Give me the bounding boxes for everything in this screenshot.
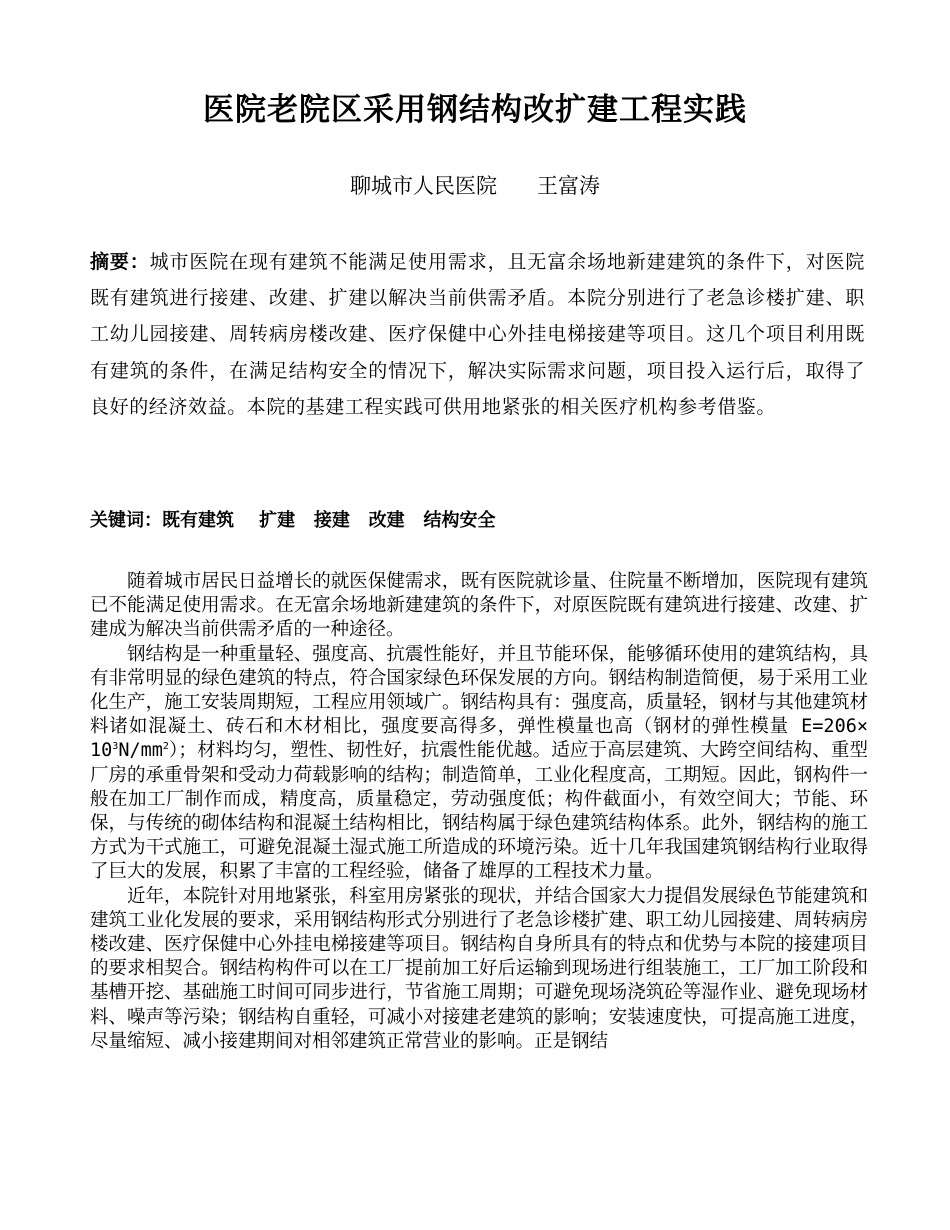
paragraph-2-unit: N/mm <box>118 740 163 762</box>
paper-title: 医院老院区采用钢结构改扩建工程实践 <box>203 92 747 128</box>
author-byline: 聊城市人民医院 王富涛 <box>349 174 601 198</box>
paragraph-3: 近年，本院针对用地紧张，科室用房紧张的现状，并结合国家大力提倡发展绿色节能建筑和建筑工业化发展的要求，采用钢结构形式分别进行了老急诊楼扩建、职工幼儿园接建、周转病房楼改建、医疗保健中心外挂电梯接建等项目。钢结构自身所具有的特点和优势与本院的接建项目的要求相契合。钢结构构件可以在工厂提前加工好后运输到现场进行组装施工，工厂加工阶段和基槽开挖、基础施工时间可同步进行，节省施工周期；可避免现场浇筑砼等湿作业、避免现场材料、噪声等污染；钢结构自重轻，可减小对接建老建筑的影响；安装速度快，可提高施工进度，尽量缩短、减小接建期间对相邻建筑正常营业的影响。正是钢结 <box>90 885 868 1052</box>
paragraph-1: 随着城市居民日益增长的就医保健需求，既有医院就诊量、住院量不断增加，医院现有建筑已不能满足使用需求。在无富余场地新建建筑的条件下，对原医院既有建筑进行接建、改建、扩建成为解决当前供需矛盾的一种途径。 <box>90 571 868 641</box>
superscript-unit: 2 <box>162 741 169 753</box>
abstract-text: 城市医院在现有建筑不能满足使用需求，且无富余场地新建建筑的条件下，对医院既有建筑进行接建、改建、扩建以解决当前供需矛盾。本院分别进行了老急诊楼扩建、职工幼儿园接建、周转病房楼改建、医疗保健中心外挂电梯接建等项目。这几个项目利用既有建筑的条件，在满足结构安全的情况下，解决实际需求问题，项目投入运行后，取得了良好的经济效益。本院的基建工程实践可供用地紧张的相关医疗机构参考借鉴。 <box>90 251 865 418</box>
abstract-label: 摘要： <box>90 251 150 273</box>
superscript-exponent: 3 <box>112 741 119 753</box>
paragraph-2 <box>90 643 868 885</box>
paragraph-2-part-2: ）；材料均匀，塑性、韧性好，抗震性能优越。适应于高层建筑、大跨空间结构、重型厂房的承重骨架和受动力荷载影响的结构；制造简单，工业化程度高，工期短。因此，钢构件一般在加工厂制作而成，精度高，质量稳定，劳动强度低；构件截面小，有效空间大；节能、环保，与传统的砌体结构和混凝土结构相比，钢结构属于绿色建筑结构体系。此外，钢结构的施工方式为干式施工，可避免混凝土湿式施工所造成的环境污染。近十几年我国建筑钢结构行业取得了巨大的发展，积累了丰富的工程经验，储备了雄厚的工程技术力量。 <box>90 740 868 883</box>
keywords: 关键词：既有建筑 扩建 接建 改建 结构安全 <box>90 510 496 531</box>
body-text <box>90 570 868 1054</box>
paragraph-2-part-1: 钢结构是一种重量轻、强度高、抗震性能好，并且节能环保，能够循环使用的建筑结构，具有非常明显的绿色建筑的特点，符合国家绿色环保发展的方向。钢结构制造简便，易于采用工业化生产，施工安装周期短，工程应用领域广。钢结构具有：强度高，质量轻，钢材与其他建筑材料诸如混凝土、砖石和木材相比，强度要高得多，弹性模量也高（钢材的弹性模量 E=206× 10 <box>90 643 868 762</box>
abstract <box>90 244 865 425</box>
